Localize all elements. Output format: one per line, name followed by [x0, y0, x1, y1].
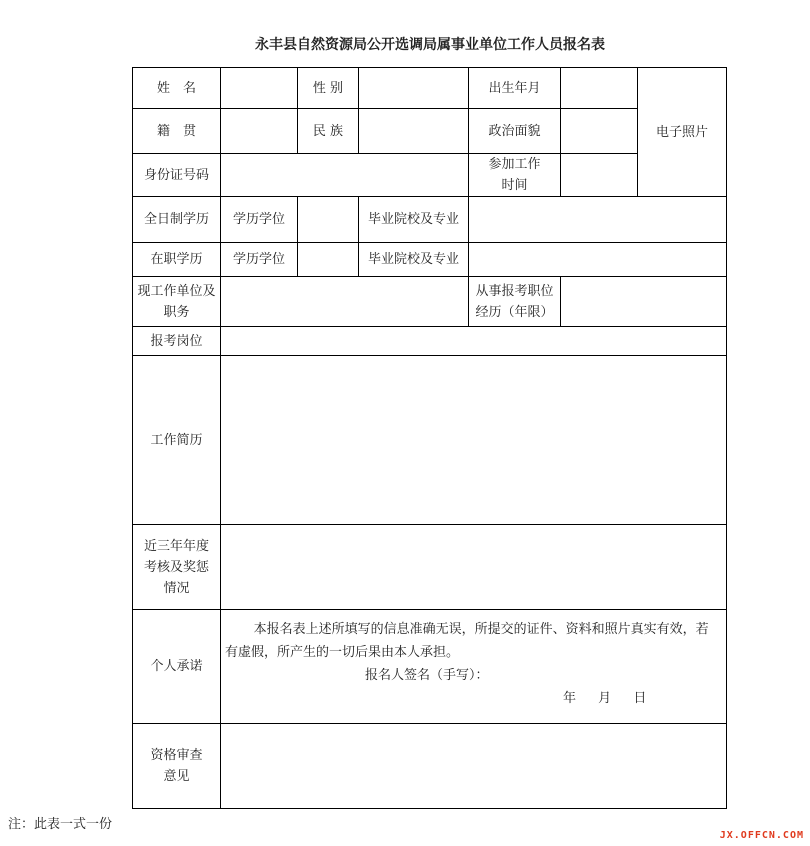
fulltime-edu-label: 全日制学历 — [133, 197, 221, 243]
name-field[interactable] — [221, 68, 298, 109]
pledge-label: 个人承诺 — [133, 610, 221, 724]
native-place-label: 籍 贯 — [133, 109, 221, 154]
resume-label: 工作简历 — [133, 356, 221, 525]
fulltime-degree-field[interactable] — [298, 197, 359, 243]
pledge-year: 年 — [563, 691, 577, 706]
inservice-degree-label: 学历学位 — [221, 243, 298, 277]
current-unit-label-line2: 职务 — [163, 304, 190, 320]
experience-field[interactable] — [561, 277, 727, 327]
experience-label-line2: 经历（年限） — [475, 304, 554, 320]
position-field[interactable] — [221, 327, 727, 356]
review-label-line2: 意见 — [163, 769, 190, 784]
experience-label — [469, 277, 561, 327]
pledge-text: 本报名表上述所填写的信息准确无误，所提交的证件、资料和照片真实有效，若有虚假，所产生的一切后果由本人承担。 — [225, 622, 709, 660]
inservice-school-field[interactable] — [469, 243, 727, 277]
work-start-label — [469, 154, 561, 197]
fulltime-school-label: 毕业院校及专业 — [359, 197, 469, 243]
birth-field[interactable] — [561, 68, 638, 109]
gender-label: 性 别 — [298, 68, 359, 109]
photo-cell[interactable] — [638, 68, 727, 197]
id-number-field[interactable] — [221, 154, 469, 197]
pledge-date — [225, 687, 718, 710]
pledge-day: 日 — [633, 691, 647, 706]
work-start-field[interactable] — [561, 154, 638, 197]
current-unit-field[interactable] — [221, 277, 469, 327]
assessment-label-line1: 近三年年度 — [143, 538, 209, 554]
inservice-edu-label: 在职学历 — [133, 243, 221, 277]
work-start-label-line1: 参加工作 — [488, 157, 541, 172]
resume-field[interactable] — [221, 356, 727, 525]
pledge-signature: 报名人签名（手写）： — [365, 668, 489, 683]
experience-label-line1: 从事报考职位 — [475, 283, 554, 299]
work-start-label-line2: 时间 — [501, 178, 528, 193]
pledge-cell — [221, 610, 727, 724]
registration-form — [132, 67, 727, 809]
current-unit-label — [133, 277, 221, 327]
assessment-label — [133, 525, 221, 610]
review-field[interactable] — [221, 724, 727, 809]
inservice-school-label: 毕业院校及专业 — [359, 243, 469, 277]
photo-label: 电子照片 — [655, 124, 708, 140]
position-label: 报考岗位 — [133, 327, 221, 356]
pledge-month: 月 — [598, 691, 612, 706]
birth-label: 出生年月 — [469, 68, 561, 109]
political-status-label: 政治面貌 — [469, 109, 561, 154]
native-place-field[interactable] — [221, 109, 298, 154]
name-label: 姓 名 — [133, 68, 221, 109]
assessment-label-line2: 考核及奖惩 — [143, 559, 209, 575]
form-title: 永丰县自然资源局公开选调局属事业单位工作人员报名表 — [255, 37, 605, 53]
site-watermark: JX.OFFCN.COM — [719, 830, 804, 841]
ethnicity-label: 民 族 — [298, 109, 359, 154]
review-label-line1: 资格审查 — [150, 748, 203, 763]
assessment-label-line3: 情况 — [163, 580, 190, 596]
inservice-degree-field[interactable] — [298, 243, 359, 277]
footnote: 注：此表一式一份 — [8, 817, 113, 832]
fulltime-degree-label: 学历学位 — [221, 197, 298, 243]
fulltime-school-field[interactable] — [469, 197, 727, 243]
gender-field[interactable] — [359, 68, 469, 109]
ethnicity-field[interactable] — [359, 109, 469, 154]
id-number-label: 身份证号码 — [133, 154, 221, 197]
political-status-field[interactable] — [561, 109, 638, 154]
assessment-field[interactable] — [221, 525, 727, 610]
review-label — [133, 724, 221, 809]
current-unit-label-line1: 现工作单位及 — [137, 283, 216, 299]
